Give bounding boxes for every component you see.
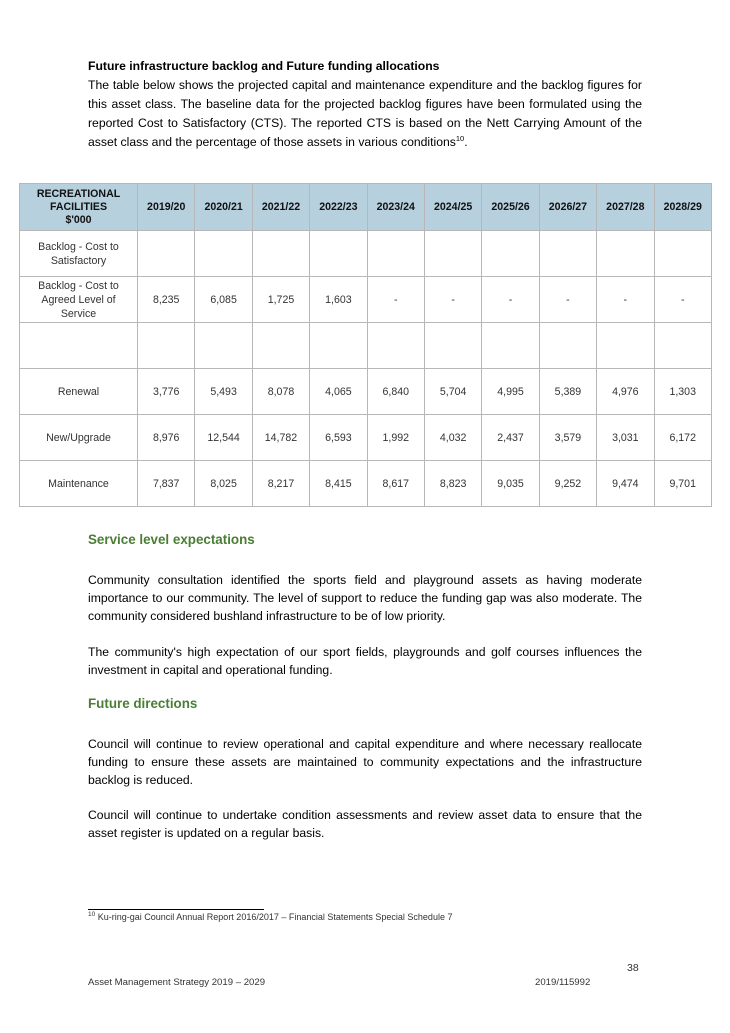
table-cell: 8,617 [367, 461, 424, 507]
table-cell: 1,725 [252, 277, 309, 323]
table-body [20, 231, 712, 507]
table-cell [252, 231, 309, 277]
table-cell: - [482, 277, 539, 323]
table-cell: 3,031 [597, 415, 654, 461]
intro-end-punctuation: . [464, 135, 468, 149]
footnote [88, 912, 452, 922]
table-row [20, 231, 712, 277]
table-cell [138, 231, 195, 277]
table-row [20, 369, 712, 415]
table-cell [310, 231, 367, 277]
table-cell [654, 323, 711, 369]
table-cell [482, 231, 539, 277]
row-label: Renewal [20, 369, 138, 415]
table-cell: 8,415 [310, 461, 367, 507]
table-cell: 5,704 [424, 369, 481, 415]
service-level-heading: Service level expectations [88, 532, 255, 547]
table-cell: 4,976 [597, 369, 654, 415]
table-cell: 8,078 [252, 369, 309, 415]
year-header: 2026/27 [539, 184, 596, 231]
intro-heading: Future infrastructure backlog and Future funding allocations [88, 59, 440, 73]
table-cell: 4,995 [482, 369, 539, 415]
year-header: 2025/26 [482, 184, 539, 231]
table-cell: 4,032 [424, 415, 481, 461]
table-cell: 5,493 [195, 369, 252, 415]
year-header: 2020/21 [195, 184, 252, 231]
future-paragraph-1: Council will continue to review operational and capital expenditure and where necessary reallocate funding to ensure these assets are maintained to community expectations and the infrastructure backlog is reduced. [88, 737, 642, 787]
table-cell: 4,065 [310, 369, 367, 415]
table-cell: 6,172 [654, 415, 711, 461]
table-cell: 1,603 [310, 277, 367, 323]
footnote-reference[interactable]: 10 [455, 134, 465, 143]
service-paragraph-1: Community consultation identified the sports field and playground assets as having moderate importance to our community. The level of support to reduce the funding gap was also moderate. The community considered bushland infrastructure to be of low priority. [88, 573, 642, 623]
table-cell: 5,389 [539, 369, 596, 415]
footer-document-title: Asset Management Strategy 2019 – 2029 [88, 977, 266, 988]
year-header: 2022/23 [310, 184, 367, 231]
table-header-row [20, 184, 712, 231]
table-cell [367, 323, 424, 369]
table-cell: 3,579 [539, 415, 596, 461]
table-header-label: RECREATIONAL FACILITIES $'000 [20, 184, 138, 231]
table-cell [195, 231, 252, 277]
table-cell: 9,474 [597, 461, 654, 507]
row-label: Backlog - Cost to Satisfactory [20, 231, 138, 277]
table-cell [539, 323, 596, 369]
table-cell [424, 323, 481, 369]
table-cell: - [539, 277, 596, 323]
table-cell: 1,303 [654, 369, 711, 415]
row-label: Maintenance [20, 461, 138, 507]
year-header: 2027/28 [597, 184, 654, 231]
intro-paragraph [88, 76, 642, 152]
year-header: 2023/24 [367, 184, 424, 231]
intro-section [88, 57, 642, 152]
footer-document-id: 2019/115992 [535, 977, 591, 988]
table-cell: - [367, 277, 424, 323]
table-cell: 8,976 [138, 415, 195, 461]
page-number: 38 [627, 962, 639, 974]
table-cell: 12,544 [195, 415, 252, 461]
table-cell: 9,252 [539, 461, 596, 507]
row-label: Backlog - Cost to Agreed Level of Service [20, 277, 138, 323]
table-cell [424, 231, 481, 277]
future-directions-heading: Future directions [88, 696, 198, 711]
table-cell [252, 323, 309, 369]
year-header: 2028/29 [654, 184, 711, 231]
table-cell: 2,437 [482, 415, 539, 461]
table-cell: 8,217 [252, 461, 309, 507]
future-paragraph-2: Council will continue to undertake condition assessments and review asset data to ensure that the asset register is updated on a regular basis. [88, 808, 642, 840]
row-label [20, 323, 138, 369]
table-cell [597, 231, 654, 277]
footnote-number: 10 [88, 911, 96, 918]
table-cell: 6,085 [195, 277, 252, 323]
funding-table [19, 183, 712, 507]
table-cell: 14,782 [252, 415, 309, 461]
intro-paragraph-text: The table below shows the projected capital and maintenance expenditure and the backlog figures for this asset class. The baseline data for the projected backlog figures have been formulated using the reported Cost to Satisfactory (CTS). The reported CTS is based on the Nett Carrying Amount of the asset class and the percentage of those assets in various conditions [88, 78, 642, 149]
table-cell: 8,823 [424, 461, 481, 507]
table-cell: - [654, 277, 711, 323]
table-cell: 8,025 [195, 461, 252, 507]
table-cell [138, 323, 195, 369]
table-row [20, 415, 712, 461]
table-row [20, 461, 712, 507]
table-cell: 6,593 [310, 415, 367, 461]
table-cell: 7,837 [138, 461, 195, 507]
footnote-divider [88, 909, 264, 910]
table-cell [597, 323, 654, 369]
table-cell: 8,235 [138, 277, 195, 323]
table-cell: 9,035 [482, 461, 539, 507]
year-header: 2024/25 [424, 184, 481, 231]
table-cell [195, 323, 252, 369]
table-cell [310, 323, 367, 369]
table-row [20, 323, 712, 369]
table-cell: - [424, 277, 481, 323]
table-row [20, 277, 712, 323]
table-cell [539, 231, 596, 277]
table-cell [654, 231, 711, 277]
table-cell: 9,701 [654, 461, 711, 507]
table-cell [367, 231, 424, 277]
table-cell: 6,840 [367, 369, 424, 415]
year-header: 2019/20 [138, 184, 195, 231]
service-paragraph-2: The community's high expectation of our sport fields, playgrounds and golf courses influences the investment in capital and operational funding. [88, 645, 642, 677]
year-header: 2021/22 [252, 184, 309, 231]
footnote-text: Ku-ring-gai Council Annual Report 2016/2017 – Financial Statements Special Schedule 7 [95, 912, 453, 922]
table-cell: - [597, 277, 654, 323]
row-label: New/Upgrade [20, 415, 138, 461]
table-cell: 3,776 [138, 369, 195, 415]
table-cell [482, 323, 539, 369]
table-cell: 1,992 [367, 415, 424, 461]
